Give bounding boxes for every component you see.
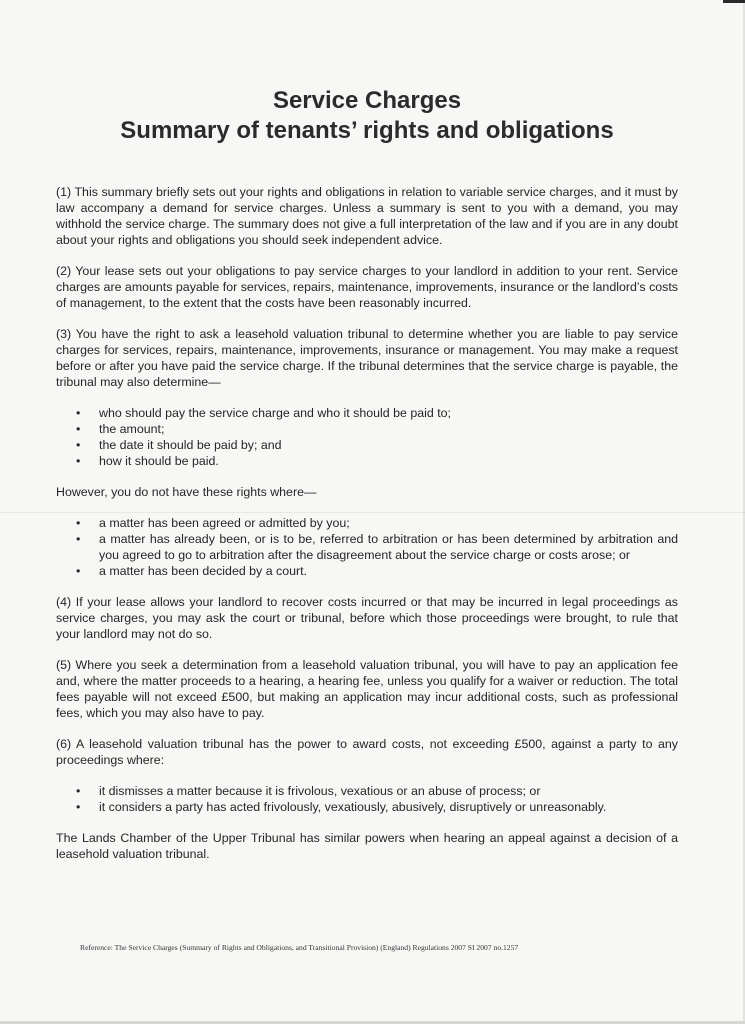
document-title [56,86,678,146]
paragraph-1: (1) This summary briefly sets out your rights and obligations in relation to variable service charges, and it must by law accompany a demand for service charges. Unless a summary is sent to you with a demand, you may withhold the service charge. The summary does not give a full interpretation of the law and if you are in any doubt about your rights and obligations you should seek independent advice. [56,185,678,247]
list-item-text: the date it should be paid by; and [99,438,282,452]
list-item-text: a matter has been decided by a court. [99,564,308,578]
paragraph-3: (3) You have the right to ask a leasehold valuation tribunal to determine whether you are liable to pay service charges for services, repairs, maintenance, improvements, insurance or management. You may make a request before or after you have paid the service charge. If the tribunal determines that the service charge is payable, the tribunal may also determine— [56,327,678,389]
list-item [56,783,678,799]
reference-footer: Reference: The Service Charges (Summary of Rights and Obligations, and Transitional Provision) (England) Regulations 2007 SI 2007 no.1257 [80,943,519,952]
paragraph-4: (4) If your lease allows your landlord to recover costs incurred or that may be incurred in legal proceedings as service charges, you may ask the court or tribunal, before which those proceedings were brought, to rule that your landlord may not do so. [56,595,678,641]
document-page [56,86,678,877]
list-item-text: who should pay the service charge and who it should be paid to; [99,406,451,420]
bullet-icon: • [76,564,81,578]
paragraph-5: (5) Where you seek a determination from a leasehold valuation tribunal, you will have to pay an application fee and, where the matter proceeds to a hearing, a hearing fee, unless you qualify for a waiver or reduction. The total fees payable will not exceed £500, but making an application may incur additional costs, such as professional fees, which you may also have to pay. [56,658,678,720]
bullet-icon: • [76,406,81,420]
paragraph-lands-chamber: The Lands Chamber of the Upper Tribunal has similar powers when hearing an appeal against a decision of a leasehold valuation tribunal. [56,831,678,861]
scan-corner-mark [723,0,745,3]
costs-list [56,783,678,815]
list-item [56,531,678,563]
document-body [56,184,678,862]
title-line-2: Summary of tenants’ rights and obligations [120,117,614,144]
list-item [56,515,678,531]
bullet-icon: • [76,422,81,436]
list-item-text: a matter has been agreed or admitted by you; [99,516,350,530]
bullet-icon: • [76,532,81,546]
bullet-icon: • [76,800,81,814]
exceptions-list [56,515,678,579]
bullet-icon: • [76,454,81,468]
list-item [56,563,678,579]
list-item [56,405,678,421]
paragraph-6: (6) A leasehold valuation tribunal has the power to award costs, not exceeding £500, against a party to any proceedings where: [56,737,678,767]
paragraph-2: (2) Your lease sets out your obligations to pay service charges to your landlord in addition to your rent. Service charges are amounts payable for services, repairs, maintenance, improvements, insurance or the landlord’s costs of management, to the extent that the costs have been reasonably incurred. [56,264,678,310]
title-line-1: Service Charges [272,87,462,114]
list-item [56,437,678,453]
list-item-text: it dismisses a matter because it is frivolous, vexatious or an abuse of process; or [99,784,541,798]
bullet-icon: • [76,784,81,798]
list-item [56,421,678,437]
bullet-icon: • [76,516,81,530]
list-item-text: how it should be paid. [99,454,219,468]
determination-list [56,405,678,469]
list-item [56,799,678,815]
list-item-text: the amount; [99,422,165,436]
paragraph-however: However, you do not have these rights where— [56,485,317,499]
list-item-text: it considers a party has acted frivolously, vexatiously, abusively, disruptively or unreasonably. [99,800,607,814]
list-item [56,453,678,469]
bullet-icon: • [76,438,81,452]
list-item-text: a matter has already been, or is to be, referred to arbitration or has been determined by arbitration and you agreed to go to arbitration after the disagreement about the service charge or costs arose; or [99,532,678,562]
